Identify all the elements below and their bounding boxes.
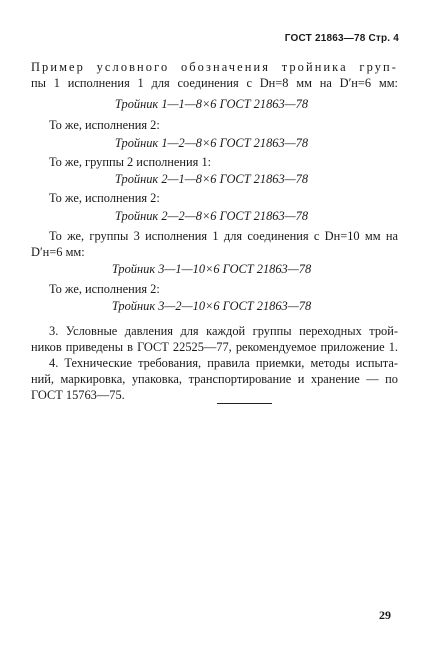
designation-formula-4: Тройник 2—2—8×6 ГОСТ 21863—78 [114, 209, 309, 223]
designation-formula-3: Тройник 2—1—8×6 ГОСТ 21863—78 [114, 172, 309, 186]
designation-formula-5: Тройник 3—1—10×6 ГОСТ 21863—78 [111, 262, 312, 276]
paragraph-same-group-3-line1: То же, группы 3 исполнения 1 для соединения с Dн=10 мм на [49, 229, 398, 243]
paragraph-same-execution-2: То же, исполнения 2: [49, 118, 160, 132]
page-number: 29 [379, 608, 391, 622]
section-divider-rule [217, 403, 272, 404]
paragraph-example-intro-line1: Пример условного обозначения тройника груп- [31, 60, 398, 74]
paragraph-example-intro-line2: пы 1 исполнения 1 для соединения с Dн=8 мм на D′н=6 мм: [31, 76, 398, 90]
designation-formula-6: Тройник 3—2—10×6 ГОСТ 21863—78 [111, 299, 312, 313]
item-4-line2: ний, маркировка, упаковка, транспортирование и хранение — по [31, 372, 398, 386]
item-4-line1: 4. Технические требования, правила приемки, методы испыта- [49, 356, 398, 370]
designation-formula-2: Тройник 1—2—8×6 ГОСТ 21863—78 [114, 136, 309, 150]
paragraph-same-group-3-line2: D′н=6 мм: [31, 245, 85, 259]
item-4-line3: ГОСТ 15763—75. [31, 388, 125, 402]
designation-formula-1: Тройник 1—1—8×6 ГОСТ 21863—78 [114, 97, 309, 111]
item-3-line2: ников приведены в ГОСТ 22525—77, рекомендуемое приложение 1. [31, 340, 398, 354]
paragraph-same-execution-2b: То же, исполнения 2: [49, 191, 160, 205]
paragraph-same-group-2: То же, группы 2 исполнения 1: [49, 155, 212, 169]
item-3-line1: 3. Условные давления для каждой группы переходных трой- [49, 324, 398, 338]
page-header: ГОСТ 21863—78 Стр. 4 [284, 33, 399, 44]
paragraph-same-execution-2c: То же, исполнения 2: [49, 282, 160, 296]
